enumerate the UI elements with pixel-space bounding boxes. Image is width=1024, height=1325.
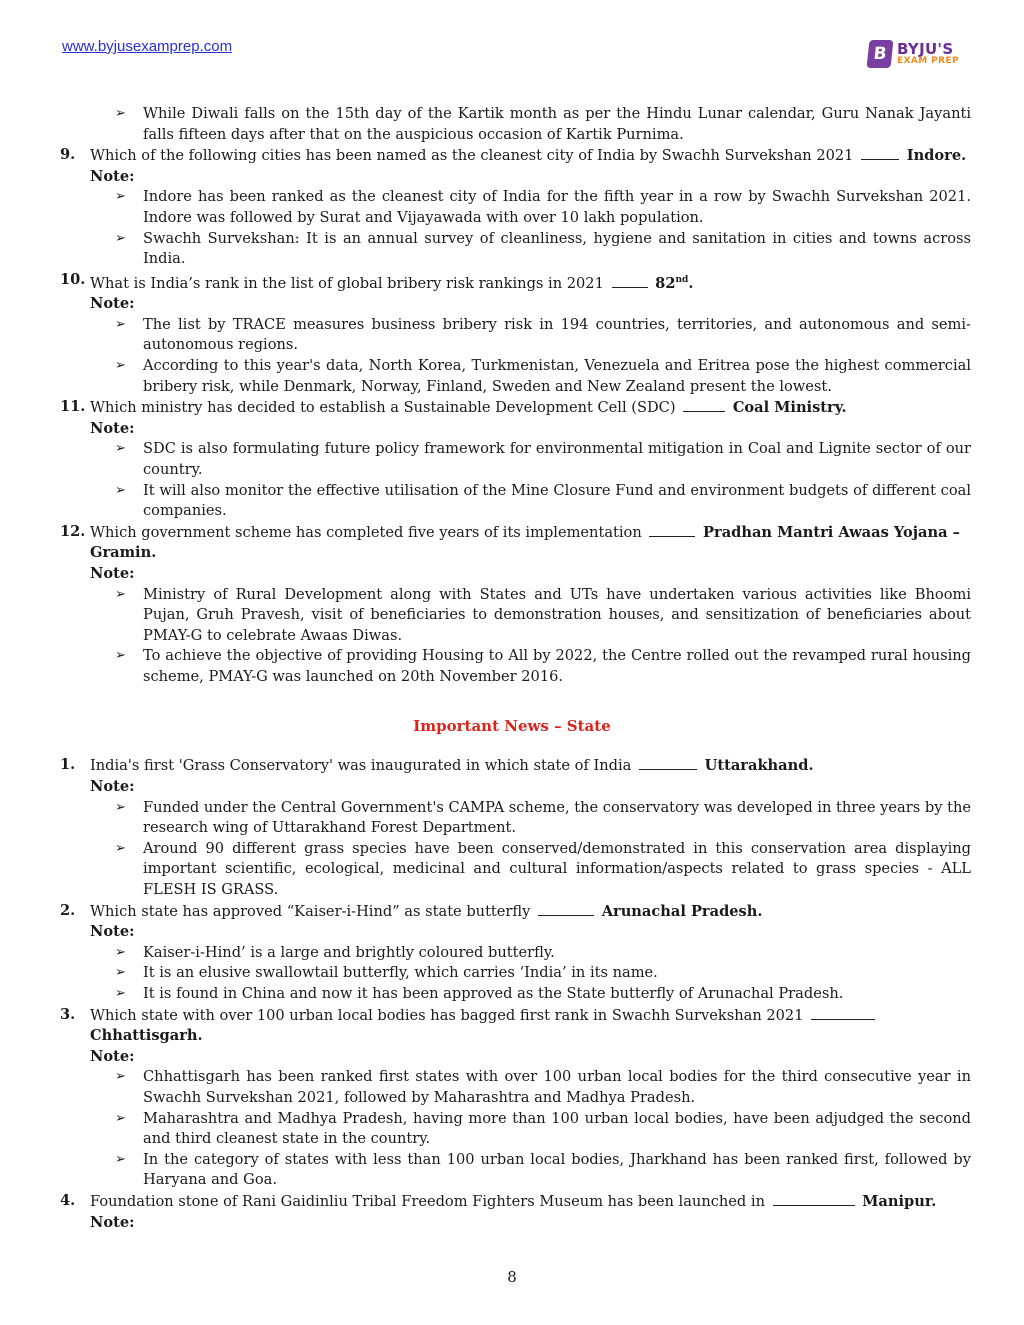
question-11 <box>60 397 971 419</box>
answer-text: Manipur. <box>862 1192 937 1210</box>
note-label: Note: <box>90 1047 135 1065</box>
answer-blank <box>861 145 899 160</box>
question-number: 11. <box>60 398 86 416</box>
answer-text: Pradhan Mantri Awaas Yojana – Gramin. <box>90 523 960 562</box>
bullet-item: ➢ It will also monitor the effective utilisation of the Mine Closure Fund and environment budgets of different coal companies. <box>143 481 971 522</box>
question-number: 3. <box>60 1005 76 1023</box>
answer-blank <box>683 397 725 412</box>
question-number: 4. <box>60 1191 76 1209</box>
site-link[interactable]: www.byjusexamprep.com <box>62 38 233 55</box>
note-label: Note: <box>90 419 135 437</box>
question-number: 2. <box>60 901 76 919</box>
question-text: Which ministry has decided to establish a Sustainable Development Cell (SDC) <box>90 399 676 417</box>
bullet-item: ➢ Around 90 different grass species have been conserved/demonstrated in this conservation area displaying important scientific, ecological, medicinal and cultural information/aspects related to grass species - ALL FLESH IS GRASS. <box>143 839 971 901</box>
question-10 <box>60 270 971 294</box>
note-label: Note: <box>90 167 135 185</box>
bullet-item: ➢ Indore has been ranked as the cleanest city of India for the fifth year in a row by Swachh Survekshan 2021. Indore was followed by Surat and Vijayawada with over 10 lakh population. <box>143 187 971 228</box>
question-number: 12. <box>60 522 86 540</box>
logo-title: BYJU'S <box>897 40 954 58</box>
bullet-item: ➢ To achieve the objective of providing Housing to All by 2022, the Centre rolled out the revamped rural housing scheme, PMAY-G was launched on 20th November 2016. <box>143 646 971 687</box>
question-number: 10. <box>60 270 86 288</box>
note-label: Note: <box>90 295 135 313</box>
page-number: 8 <box>507 1268 517 1286</box>
bullet-item: ➢ SDC is also formulating future policy framework for environmental mitigation in Coal and Lignite sector of our country. <box>143 439 971 480</box>
answer-text: Indore. <box>906 147 967 165</box>
bullet-item: ➢ Funded under the Central Government's CAMPA scheme, the conservatory was developed in three years by the research wing of Uttarakhand Forest Department. <box>143 798 971 839</box>
page-content <box>0 104 1024 1233</box>
bullet-item: ➢ In the category of states with less than 100 urban local bodies, Jharkhand has been ranked first, followed by Haryana and Goa. <box>143 1150 971 1191</box>
bullet-item: ➢ Maharashtra and Madhya Pradesh, having more than 100 urban local bodies, have been adjudged the second and third cleanest state in the country. <box>143 1109 971 1150</box>
question-9 <box>60 145 971 167</box>
question-text: India's first 'Grass Conservatory' was inaugurated in which state of India <box>90 757 632 775</box>
section-title: Important News – State <box>413 717 611 736</box>
answer-blank <box>649 522 695 537</box>
bullet-item: ➢ While Diwali falls on the 15th day of the Kartik month as per the Hindu Lunar calendar, Guru Nanak Jayanti falls fifteen days after that on the auspicious occasion of Kartik Purnima. <box>143 104 971 145</box>
answer-blank <box>811 1005 875 1020</box>
question-text: What is India’s rank in the list of global bribery risk rankings in 2021 <box>90 274 604 292</box>
answer-text: Chhattisgarh. <box>90 1027 203 1045</box>
answer-text: 82nd. <box>655 274 694 292</box>
note-label: Note: <box>90 1213 135 1231</box>
bullet-item: ➢ The list by TRACE measures business bribery risk in 194 countries, territories, and autonomous and semi-autonomous regions. <box>143 315 971 356</box>
state-question-1 <box>60 755 971 777</box>
question-number: 9. <box>60 146 76 164</box>
bullet-item: ➢ It is an elusive swallowtail butterfly, which carries ‘India’ in its name. <box>143 963 971 984</box>
answer-blank <box>639 755 697 770</box>
state-question-3 <box>60 1005 971 1047</box>
note-label: Note: <box>90 564 135 582</box>
answer-blank <box>773 1191 855 1206</box>
answer-text: Coal Ministry. <box>732 399 847 417</box>
bullet-item: ➢ Swachh Survekshan: It is an annual survey of cleanliness, hygiene and sanitation in cities and towns across India. <box>143 229 971 270</box>
question-number: 1. <box>60 756 76 774</box>
bullet-item: ➢ Kaiser-i-Hind’ is a large and brightly coloured butterfly. <box>143 943 971 964</box>
question-text: Which state with over 100 urban local bodies has bagged first rank in Swachh Survekshan 2021 <box>90 1006 804 1024</box>
question-12 <box>60 522 971 564</box>
byjus-logo <box>868 38 968 70</box>
bullet-item: ➢ Chhattisgarh has been ranked first states with over 100 urban local bodies for the third consecutive year in Swachh Survekshan 2021, followed by Maharashtra and Madhya Pradesh. <box>143 1067 971 1108</box>
bullet-item: ➢ According to this year's data, North Korea, Turkmenistan, Venezuela and Eritrea pose the highest commercial bribery risk, while Denmark, Norway, Finland, Sweden and New Zealand present the lowest. <box>143 356 971 397</box>
note-label: Note: <box>90 778 135 796</box>
note-label: Note: <box>90 923 135 941</box>
bullet-item: ➢ Ministry of Rural Development along with States and UTs have undertaken various activities like Bhoomi Pujan, Gruh Pravesh, visit of beneficiaries to demonstration houses, and sensitization of beneficiaries about PMAY-G to celebrate Awaas Diwas. <box>143 585 971 647</box>
bullet-item: ➢ It is found in China and now it has been approved as the State butterfly of Arunachal Pradesh. <box>143 984 971 1005</box>
logo-mark-icon: B <box>867 40 894 68</box>
question-text: Which government scheme has completed five years of its implementation <box>90 523 642 541</box>
logo-subtitle: EXAM PREP <box>897 56 960 66</box>
state-question-2 <box>60 901 971 923</box>
answer-blank <box>612 273 648 288</box>
question-text: Foundation stone of Rani Gaidinliu Tribal Freedom Fighters Museum has been launched in <box>90 1192 765 1210</box>
state-question-4 <box>60 1191 971 1213</box>
answer-text: Arunachal Pradesh. <box>601 902 763 920</box>
answer-blank <box>538 901 594 916</box>
question-text: Which of the following cities has been named as the cleanest city of India by Swachh Survekshan 2021 <box>90 147 854 165</box>
question-text: Which state has approved “Kaiser-i-Hind” as state butterfly <box>90 902 531 920</box>
answer-text: Uttarakhand. <box>704 757 814 775</box>
